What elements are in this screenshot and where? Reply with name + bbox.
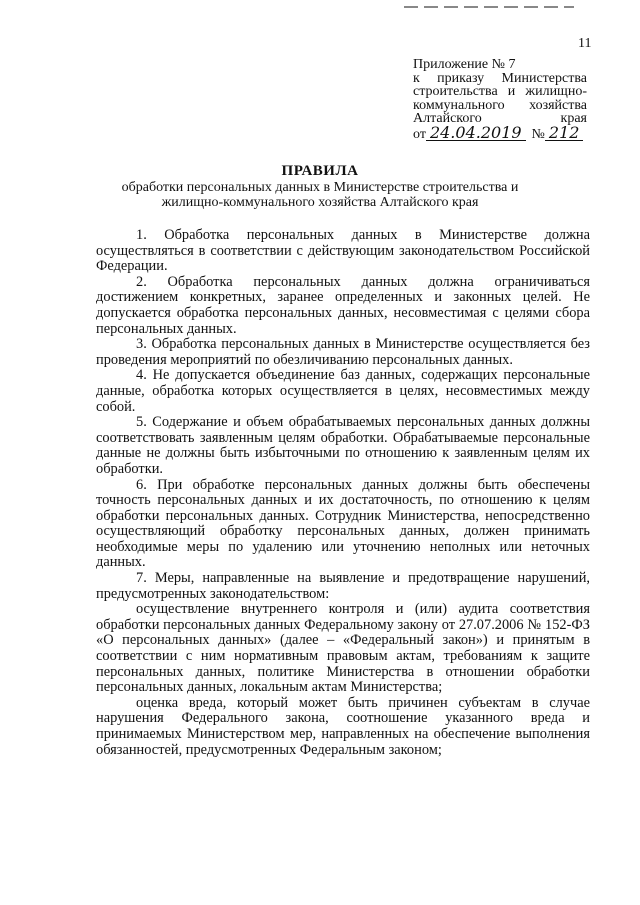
paragraph-4: 4. Не допускается объединение баз данных, содержащих персональные данные, обработка которых осуществляется в целях, несовместимых между собой. [96, 367, 590, 415]
paragraph-2: 2. Обработка персональных данных должна ограничиваться достижением конкретных, заранее определенных и законных целей. Не допускается обработка персональных данных, несовместимая с целями сбора персональных данных. [96, 273, 590, 337]
appendix-region: Алтайского края [413, 111, 587, 126]
document-subtitle: обработки персональных данных в Министерстве строительства и жилищно-коммунального хозяйства Алтайского края [121, 180, 519, 210]
appendix-label: Приложение № 7 [413, 57, 516, 72]
page-number: 11 [578, 36, 592, 51]
paragraph-7-measure-1: осуществление внутреннего контроля и (или) аудита соответствия обработки персональных данных Федеральному закону от 27.07.2006 № 152-ФЗ «О персональных данных» (далее – «Федеральный закон») и принятым в соответствии с ним нормативным правовым актам, требованиям к защите персональных данных, политике Министерства в отношении обработки персональных данных, локальным актам Министерства; [96, 601, 590, 696]
paragraph-3: 3. Обработка персональных данных в Министерстве осуществляется без проведения мероприятий по обезличиванию персональных данных. [96, 336, 590, 368]
appendix-order-ref: к приказу Министерства [413, 70, 587, 86]
appendix-ministry-line1: строительства и жилищно- [413, 84, 587, 99]
document-body [96, 228, 590, 758]
document-title: ПРАВИЛА [281, 163, 359, 179]
paragraph-6: 6. При обработке персональных данных должны быть обеспечены точность персональных данных и их достаточность, по отношению к целям обработки персональных данных. Сотрудник Министерства, непосредственно осуществляющий обработку персональных данных, должен принимать необходимые меры по удалению или уточнению неполных или неточных данных. [96, 476, 590, 571]
paragraph-7-measure-2: оценка вреда, который может быть причинен субъектам в случае нарушения Федерального закона, соотношение указанного вреда и принимаемых Министерством мер, направленных на обеспечение выполнения обязанностей, предусмотренных Федеральным законом; [96, 694, 590, 758]
paragraph-1: 1. Обработка персональных данных в Министерстве должна осуществляться в соответствии с действующим законодательством Российской Федерации. [96, 227, 590, 275]
appendix-block [413, 58, 587, 141]
scan-artifact [404, 6, 574, 8]
date-prefix: от [413, 126, 426, 142]
paragraph-5: 5. Содержание и объем обрабатываемых персональных данных должны соответствовать заявленным целям обработки. Обрабатываемые персональные данные не должны быть избыточными по отношению к заявленным целям их обработки. [96, 414, 590, 477]
number-prefix: № [531, 126, 545, 142]
handwritten-number: 212 [545, 126, 584, 141]
appendix-date-line [413, 122, 587, 142]
paragraph-7: 7. Меры, направленные на выявление и предотвращение нарушений, предусмотренных законодательством: [96, 570, 590, 602]
appendix-ministry-line2: коммунального хозяйства [413, 97, 587, 113]
handwritten-date: 24.04.2019 [426, 126, 526, 141]
